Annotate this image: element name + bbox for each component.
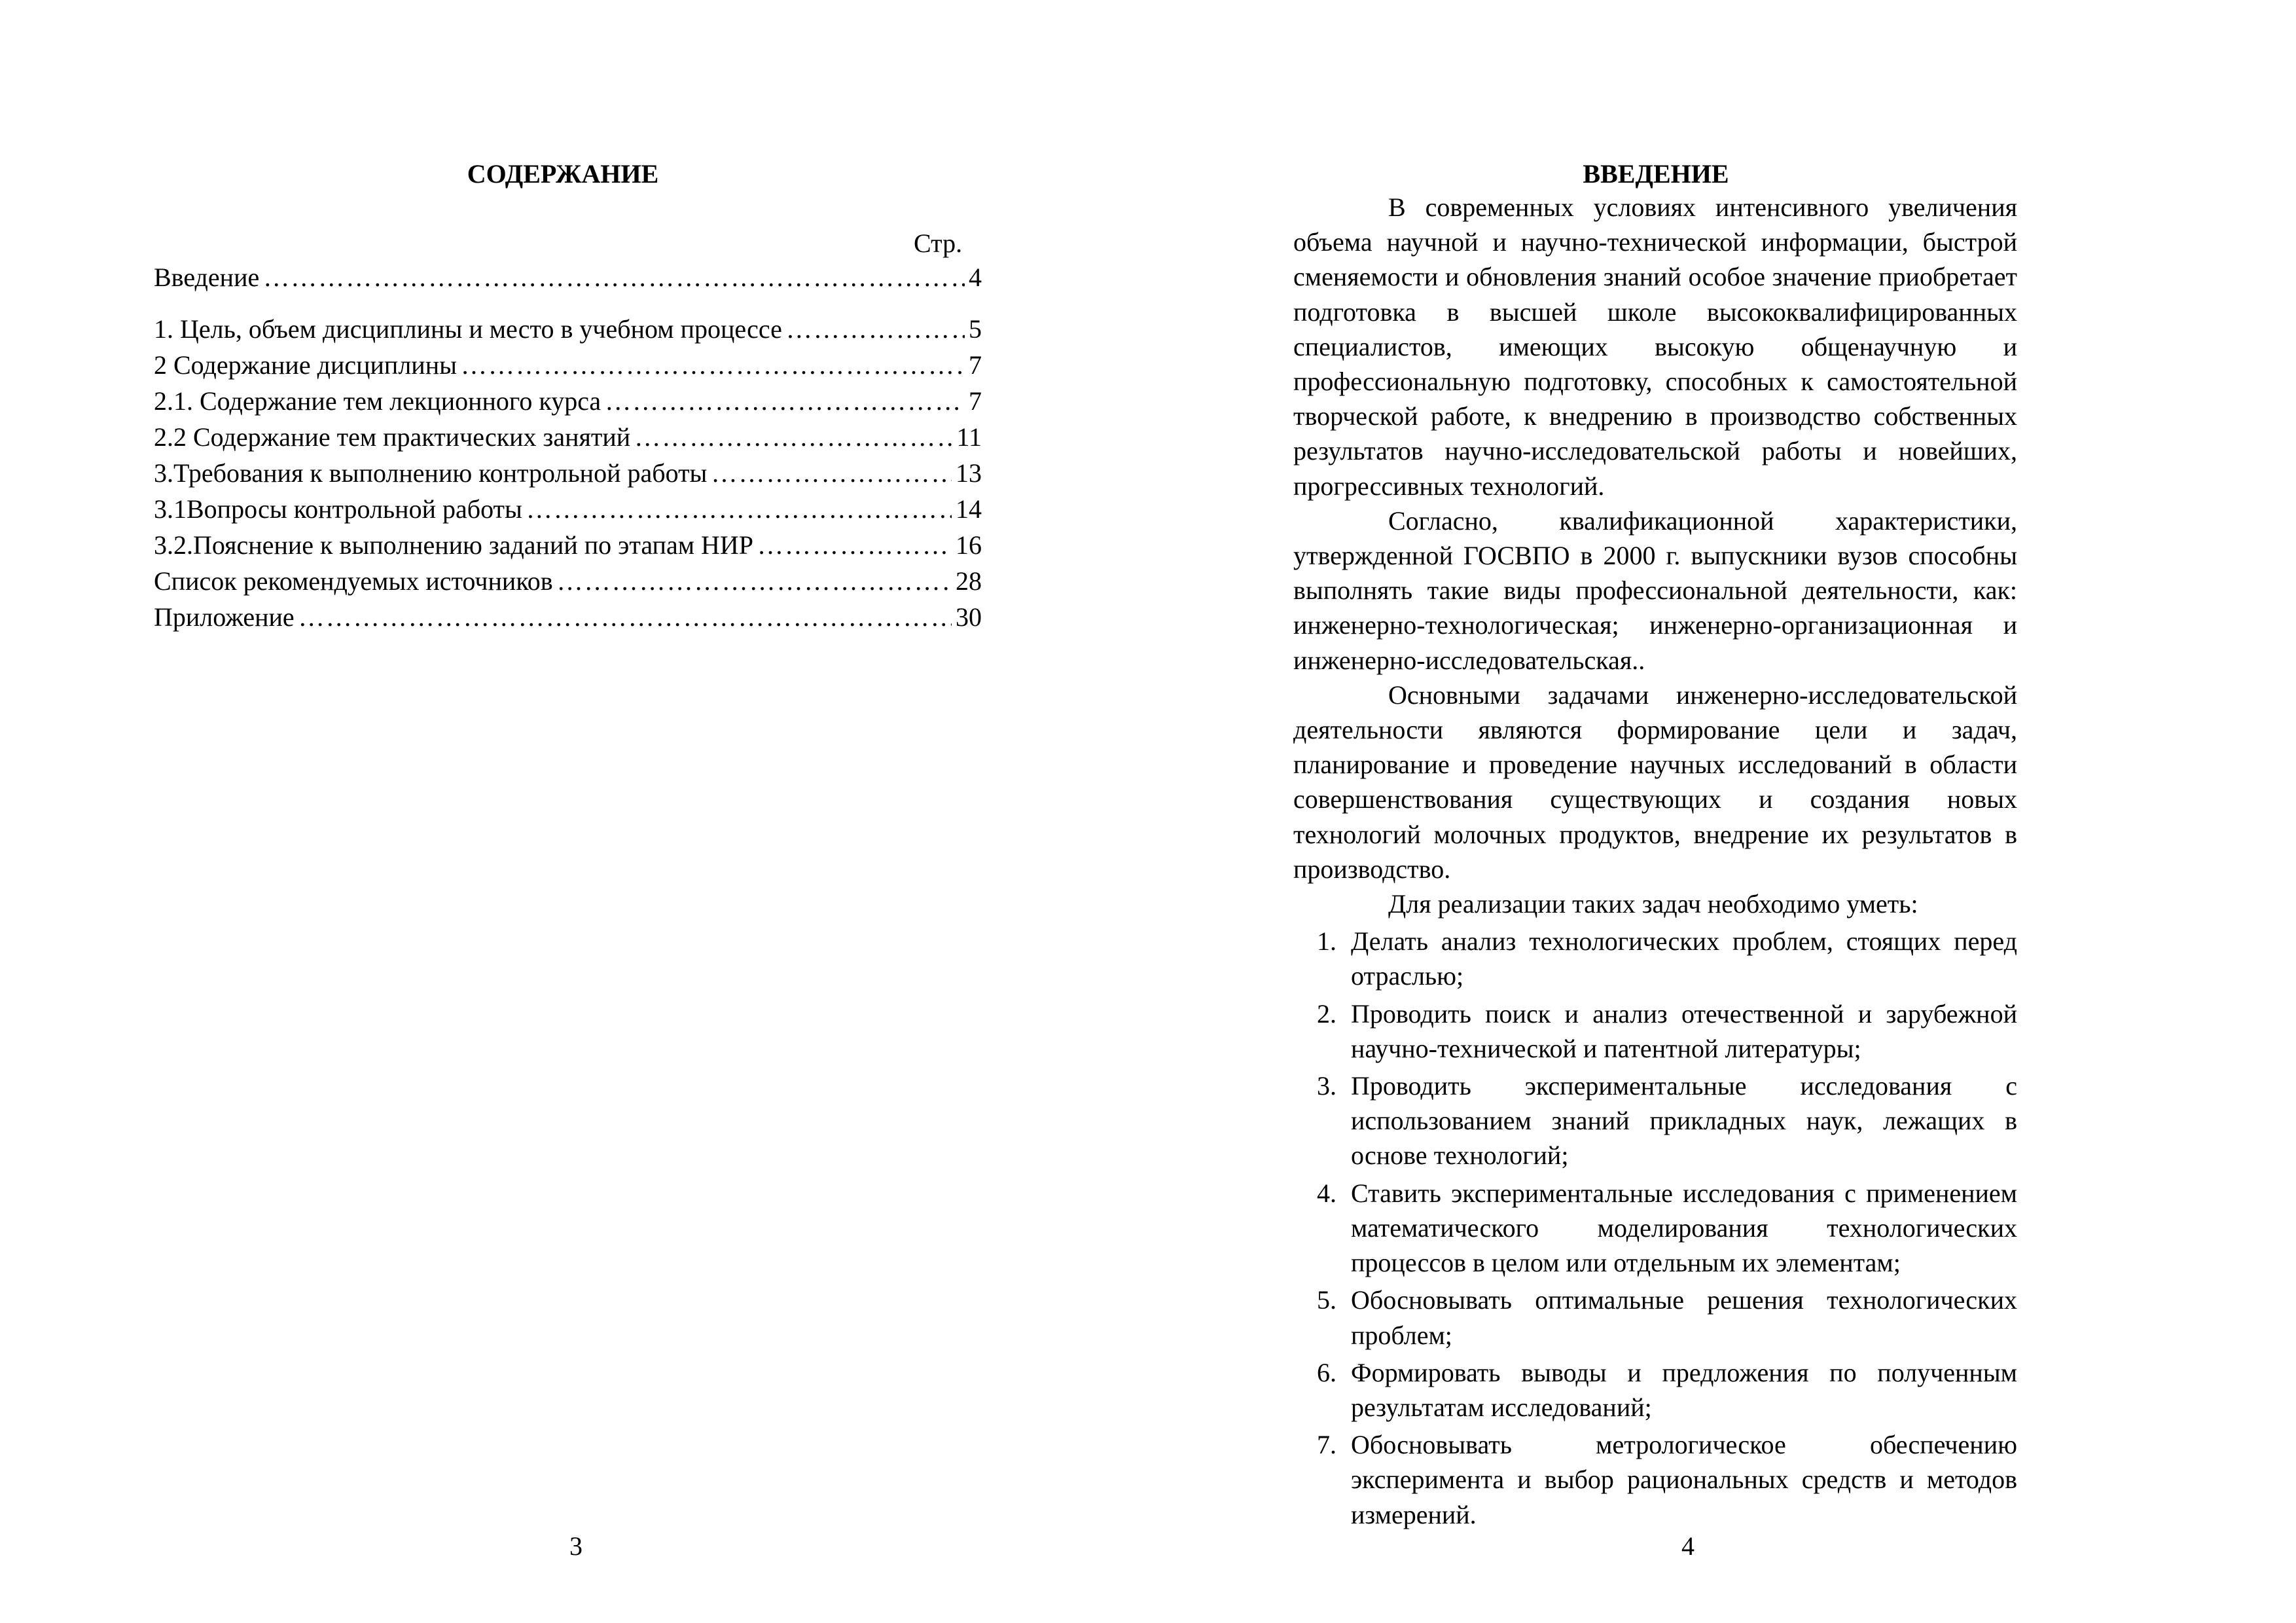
- list-item-text: Формировать выводы и предложения по полученным результатам исследований;: [1351, 1357, 2017, 1422]
- skills-list: [1293, 924, 2017, 1531]
- list-item-text: Проводить экспериментальные исследования с использованием знаний прикладных наук, лежащих в основе технологий;: [1351, 1071, 2017, 1171]
- list-item: [1293, 996, 2017, 1066]
- toc-leader-dots: [557, 564, 952, 598]
- list-item-text: Обосновывать метрологическое обеспечению эксперимента и выбор рациональных средств и методов измерений.: [1351, 1430, 2017, 1529]
- toc-entry[interactable]: [154, 420, 982, 456]
- toc-entry-title: Введение: [154, 263, 260, 292]
- toc-leader-dots: [605, 384, 965, 418]
- toc-entry[interactable]: [154, 600, 982, 636]
- toc-entry-page: 7: [969, 350, 982, 380]
- toc-leader-dots: [461, 348, 965, 382]
- toc-entry[interactable]: [154, 261, 982, 297]
- toc-entry[interactable]: [154, 564, 982, 600]
- toc-entry-page: 5: [969, 314, 982, 344]
- toc-leader-dots: [786, 312, 965, 346]
- list-item-text: Проводить поиск и анализ отечественной и зарубежной научно-технической и патентной литературы;: [1351, 998, 2017, 1063]
- list-item: [1293, 1176, 2017, 1281]
- toc-title: СОДЕРЖАНИЕ: [467, 159, 659, 189]
- list-item-number: 2.: [1317, 998, 1336, 1029]
- list-item-text: Ставить экспериментальные исследования с применением математического моделирования технологических процессов в целом или отдельным их элементам;: [1351, 1178, 2017, 1278]
- toc-entry-page: 14: [956, 494, 982, 524]
- toc-entry-title: 3.2.Пояснение к выполнению заданий по этапам НИР: [154, 530, 754, 560]
- toc-entry-title: 1. Цель, объем дисциплины и место в учебном процессе: [154, 314, 782, 344]
- table-of-contents: [154, 261, 982, 636]
- right-page: [1148, 0, 2296, 1623]
- toc-page-column-label: Стр.: [914, 228, 963, 258]
- toc-entry-page: 4: [969, 263, 982, 292]
- toc-entry-page: 16: [956, 530, 982, 560]
- list-item-number: 4.: [1317, 1178, 1336, 1208]
- toc-entry[interactable]: [154, 348, 982, 384]
- page-number: 3: [569, 1531, 583, 1561]
- page-number: 4: [1681, 1531, 1695, 1561]
- intro-paragraph: Согласно, квалификационной характеристики, утвержденной ГОСВПО в 2000 г. выпускники вузов способны выполнять такие виды профессиональной деятельности, как: инженерно-технологическая; инженерно-организационная и инженерно-исследовательская..: [1293, 505, 2017, 675]
- toc-leader-dots: [757, 528, 952, 562]
- toc-entry-page: 28: [956, 566, 982, 596]
- toc-leader-dots: [298, 600, 952, 634]
- intro-paragraph: В современных условиях интенсивного увеличения объема научной и научно-технической информации, быстрой сменяемости и обновления знаний особое значение приобретает подготовка в высшей школе высококвалифицированных специалистов, имеющих высокую общенаучную и профессиональную подготовку, способных к самостоятельной творческой работе, к внедрению в производство собственных результатов научно-исследовательской работы и новейших, прогрессивных технологий.: [1293, 192, 2017, 501]
- toc-entry-title: 2.2 Содержание тем практических занятий: [154, 422, 631, 452]
- toc-entry[interactable]: [154, 456, 982, 492]
- toc-entry-page: 11: [956, 422, 982, 452]
- list-item: [1293, 924, 2017, 993]
- toc-leader-dots: [526, 492, 952, 526]
- list-item-number: 3.: [1317, 1071, 1336, 1101]
- toc-entry[interactable]: [154, 384, 982, 420]
- toc-entry-page: 30: [956, 602, 982, 632]
- toc-leader-dots: [711, 456, 952, 490]
- toc-entry-title: 2 Содержание дисциплины: [154, 350, 457, 380]
- list-item: [1293, 1355, 2017, 1425]
- toc-entry-title: Список рекомендуемых источников: [154, 566, 553, 596]
- list-lead: Для реализации таких задач необходимо уметь:: [1388, 889, 1918, 919]
- list-item-text: Делать анализ технологических проблем, стоящих перед отраслью;: [1351, 926, 2017, 991]
- list-item: [1293, 1068, 2017, 1173]
- list-item-number: 1.: [1317, 926, 1336, 957]
- intro-body: [1293, 190, 2017, 1532]
- list-item-number: 5.: [1317, 1285, 1336, 1315]
- intro-paragraph: Основными задачами инженерно-исследовательской деятельности являются формирование цели и задач, планирование и проведение научных исследований в области совершенствования существующих и создания новых технологий молочных продуктов, внедрение их результатов в производство.: [1293, 680, 2017, 884]
- toc-entry[interactable]: [154, 312, 982, 348]
- toc-leader-dots: [634, 420, 952, 454]
- toc-leader-dots: [263, 261, 965, 295]
- toc-entry[interactable]: [154, 492, 982, 528]
- toc-entry[interactable]: [154, 528, 982, 564]
- toc-entry-page: 7: [969, 386, 982, 416]
- list-item-text: Обосновывать оптимальные решения технологических проблем;: [1351, 1285, 2017, 1350]
- list-item: [1293, 1427, 2017, 1532]
- intro-title: ВВЕДЕНИЕ: [1583, 159, 1729, 189]
- toc-entry-title: Приложение: [154, 602, 295, 632]
- toc-entry-title: 2.1. Содержание тем лекционного курса: [154, 386, 601, 416]
- toc-entry-title: 3.1Вопросы контрольной работы: [154, 494, 522, 524]
- list-item-number: 6.: [1317, 1357, 1336, 1387]
- toc-entry-page: 13: [956, 458, 982, 488]
- toc-entry-title: 3.Требования к выполнению контрольной работы: [154, 458, 708, 488]
- list-item: [1293, 1283, 2017, 1352]
- list-item-number: 7.: [1317, 1430, 1336, 1460]
